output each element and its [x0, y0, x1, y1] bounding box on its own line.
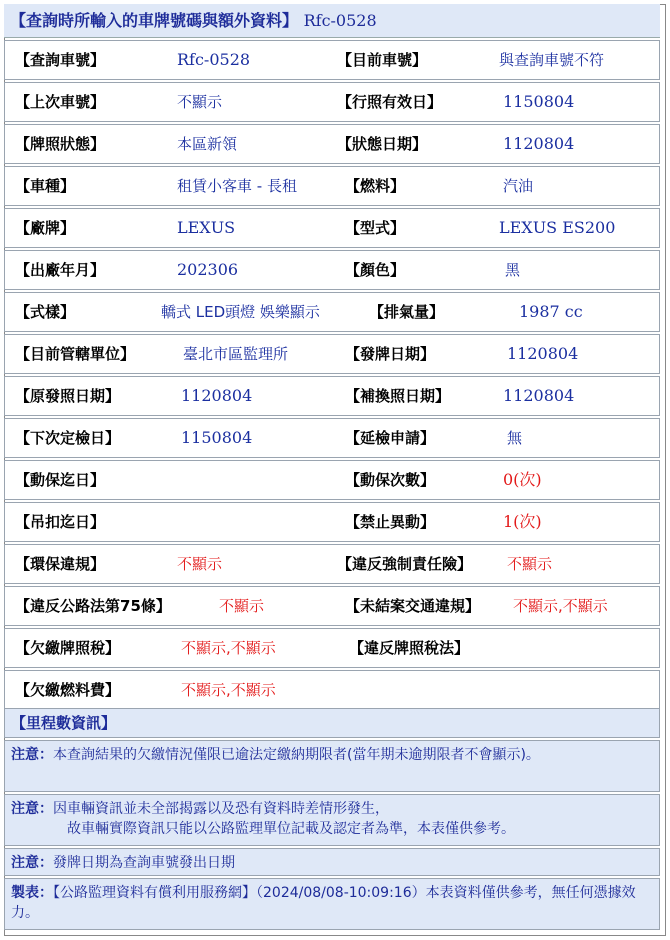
note-disclosure — [4, 794, 660, 846]
header-title: 【查詢時所輸入的車牌號碼與額外資料】 — [10, 11, 299, 30]
info-row-license-dates — [4, 376, 660, 416]
value-original-license-date: 1120804 — [181, 386, 253, 405]
note-made-by — [4, 878, 660, 930]
label-current-plate: 【目前車號】 — [337, 51, 428, 69]
value-unpaid-license-tax: 不顯示,不顯示 — [181, 639, 276, 657]
label-suspension-end-date: 【吊扣迄日】 — [15, 513, 106, 531]
info-row-suspension — [4, 502, 660, 542]
value-color: 黑 — [505, 261, 521, 279]
label-model: 【型式】 — [345, 219, 406, 237]
info-row-brand — [4, 208, 660, 248]
label-style: 【式樣】 — [15, 303, 76, 321]
info-row-style — [4, 292, 660, 332]
note-prefix: 注意： — [11, 801, 53, 817]
note-prefix: 注意： — [11, 747, 53, 763]
note-text-line1: 因車輛資訊並未全部揭露以及恐有資料時差情形發生， — [53, 801, 389, 817]
note-prefix: 注意： — [11, 855, 53, 871]
note-text: 本查詢結果的欠繳情況僅限已逾法定繳納期限者(當年期未逾期限者不會顯示)。 — [53, 747, 540, 763]
note-overdue — [4, 740, 660, 792]
info-row-plate-status — [4, 124, 660, 164]
label-color: 【顏色】 — [345, 261, 406, 279]
value-unpaid-fuel-fee: 不顯示,不顯示 — [181, 681, 276, 699]
label-pending-traffic-violation: 【未結案交通違規】 — [345, 597, 481, 615]
value-issue-date: 1120804 — [507, 344, 579, 363]
label-brand: 【廠牌】 — [15, 219, 76, 237]
value-license-expiry: 1150804 — [503, 92, 575, 111]
header-plate-code: Rfc-0528 — [303, 11, 377, 30]
value-next-inspection: 1150804 — [181, 428, 253, 447]
label-manufacture-date: 【出廠年月】 — [15, 261, 106, 279]
value-displacement: 1987 cc — [519, 302, 583, 321]
value-model: LEXUS ES200 — [499, 218, 616, 237]
value-current-plate: 與查詢車號不符 — [499, 51, 605, 69]
label-vehicle-type: 【車種】 — [15, 177, 76, 195]
value-reissue-date: 1120804 — [503, 386, 575, 405]
note-text: 發牌日期為查詢車號發出日期 — [53, 855, 235, 871]
info-row-manufacture — [4, 250, 660, 290]
label-plate-status: 【牌照狀態】 — [15, 135, 106, 153]
info-row-license-tax — [4, 628, 660, 668]
label-env-violation: 【環保違規】 — [15, 555, 106, 573]
label-transfer-ban: 【禁止異動】 — [345, 513, 436, 531]
value-jurisdiction: 臺北市區監理所 — [183, 345, 289, 363]
label-previous-plate: 【上次車號】 — [15, 93, 106, 111]
label-license-tax-violation: 【違反牌照稅法】 — [349, 639, 470, 657]
label-inspection-extension: 【延檢申請】 — [345, 429, 436, 447]
info-row-previous-plate — [4, 82, 660, 122]
label-next-inspection: 【下次定檢日】 — [15, 429, 121, 447]
label-highway-act-violation: 【違反公路法第75條】 — [15, 597, 171, 615]
info-row-highway-violations — [4, 586, 660, 626]
label-chattel-end-date: 【動保迄日】 — [15, 471, 106, 489]
value-query-plate: Rfc-0528 — [177, 50, 251, 69]
label-insurance-violation: 【違反強制責任險】 — [337, 555, 473, 573]
value-style: 轎式 LED頭燈 娛樂顯示 — [161, 303, 320, 321]
label-unpaid-fuel-fee: 【欠繳燃料費】 — [15, 681, 121, 699]
label-chattel-count: 【動保次數】 — [345, 471, 436, 489]
value-manufacture-date: 202306 — [177, 260, 239, 279]
value-fuel: 汽油 — [503, 177, 534, 195]
label-original-license-date: 【原發照日期】 — [15, 387, 121, 405]
value-highway-act-violation: 不顯示 — [219, 597, 265, 615]
value-brand: LEXUS — [177, 218, 236, 237]
mileage-section-title: 【里程數資訊】 — [4, 708, 660, 738]
label-fuel: 【燃料】 — [345, 177, 406, 195]
info-row-fuel-fee — [4, 670, 660, 710]
info-row-violations — [4, 544, 660, 584]
label-issue-date: 【發牌日期】 — [345, 345, 436, 363]
value-insurance-violation: 不顯示 — [507, 555, 553, 573]
value-status-date: 1120804 — [503, 134, 575, 153]
info-row-plate — [4, 40, 660, 80]
value-chattel-count: 0(次) — [503, 470, 542, 489]
label-status-date: 【狀態日期】 — [337, 135, 428, 153]
info-row-inspection — [4, 418, 660, 458]
value-inspection-extension: 無 — [507, 429, 523, 447]
value-plate-status: 本區新領 — [177, 135, 238, 153]
value-previous-plate: 不顯示 — [177, 93, 223, 111]
query-header — [4, 4, 660, 38]
info-row-jurisdiction — [4, 334, 660, 374]
value-pending-traffic-violation: 不顯示,不顯示 — [513, 597, 608, 615]
label-reissue-date: 【補換照日期】 — [345, 387, 451, 405]
value-vehicle-type: 租賃小客車 - 長租 — [177, 177, 297, 195]
note-text-line2: 故車輛實際資訊只能以公路監理單位記載及認定者為準，本表僅供參考。 — [67, 821, 515, 837]
label-license-expiry: 【行照有效日】 — [337, 93, 443, 111]
note-prefix: 製表： — [11, 885, 53, 901]
info-row-vehicle-type — [4, 166, 660, 206]
value-transfer-ban: 1(次) — [503, 512, 542, 531]
label-displacement: 【排氣量】 — [369, 303, 445, 321]
value-env-violation: 不顯示 — [177, 555, 223, 573]
label-unpaid-license-tax: 【欠繳牌照稅】 — [15, 639, 121, 657]
info-row-chattel — [4, 460, 660, 500]
note-text: 【公路監理資料有償利用服務網】（2024/08/08-10:09:16）本表資料僅供參考，無任何憑據效力。 — [11, 885, 636, 921]
label-jurisdiction: 【目前管轄單位】 — [15, 345, 136, 363]
note-issue-date — [4, 848, 660, 876]
label-query-plate: 【查詢車號】 — [15, 51, 106, 69]
